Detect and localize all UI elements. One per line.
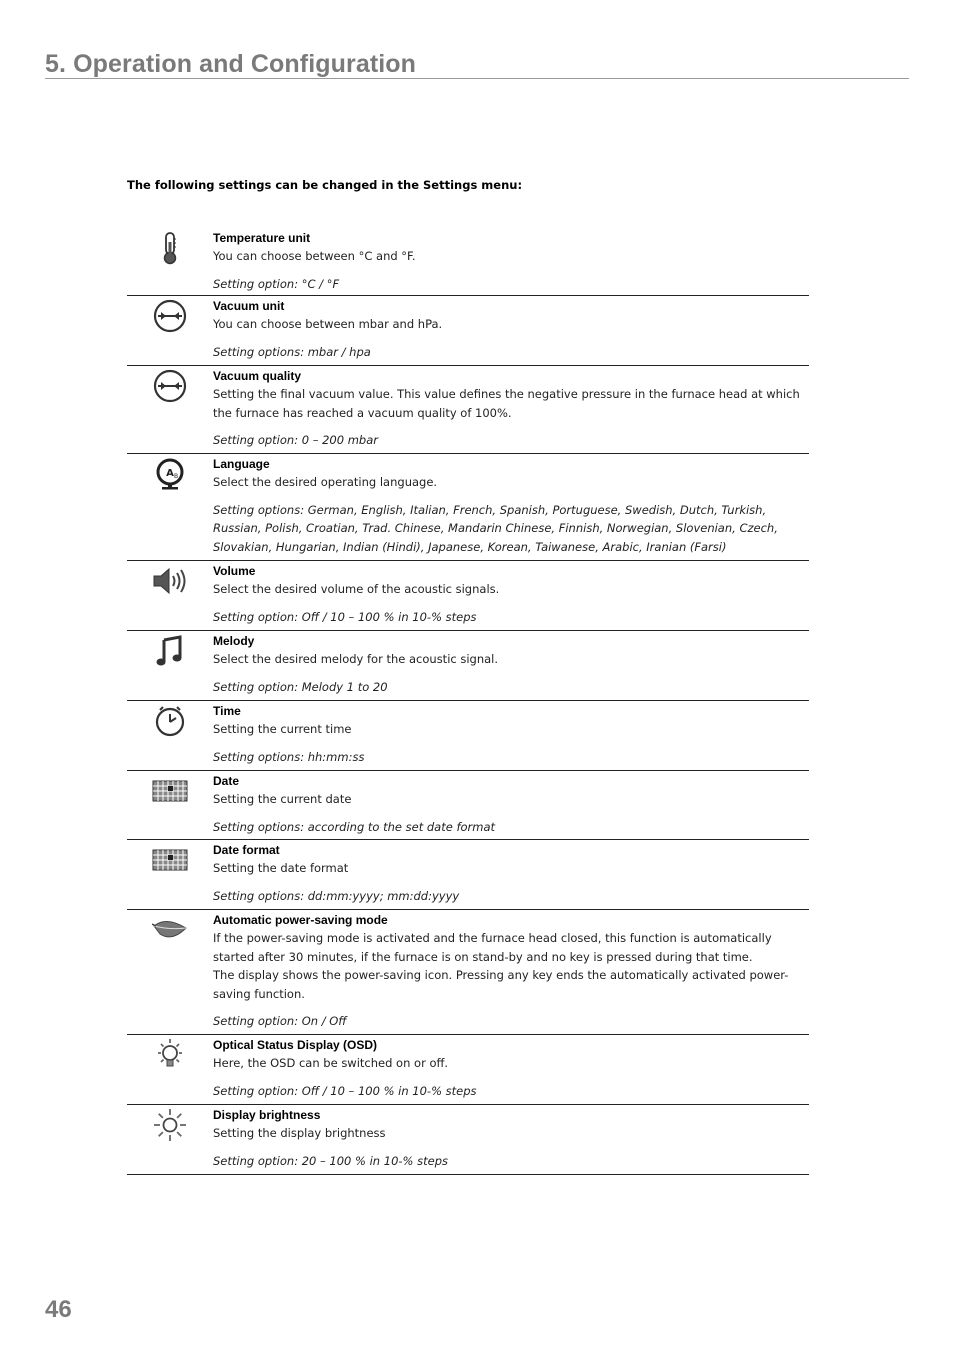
setting-option: Setting option: 0 – 200 mbar [213,433,378,447]
header-divider [45,78,909,79]
settings-table [127,228,809,1175]
setting-description: Here, the OSD can be switched on or off. [213,1056,449,1070]
calendar-icon [127,840,213,909]
setting-description: Setting the current time [213,722,352,736]
setting-option: Setting options: German, English, Italian, French, Spanish, Portuguese, Swedish, Dutch, Turkish, Russian, Polish, Croatian, Trad. Chinese, Mandarin Chinese, Finnish, Norwegian, Slovenian, Czech, Slovakian, Hungarian, Indian (Hindi), Japanese, Korean, Taiwanese, Arabic, Iranian (Farsi) [213,502,778,554]
setting-option: Setting option: Melody 1 to 20 [213,679,388,694]
setting-title: Language [213,457,270,471]
speaker-icon [127,561,213,630]
settings-row [127,296,809,366]
setting-option: Setting option: 20 – 100 % in 10-% steps [213,1153,448,1168]
setting-title: Melody [213,634,255,648]
settings-row [127,454,809,561]
settings-row [127,228,809,296]
settings-row [127,631,809,701]
setting-title: Date format [213,843,280,857]
setting-description: Select the desired volume of the acoustic signals. [213,582,500,596]
setting-description: Select the desired operating language. [213,475,438,489]
settings-row [127,561,809,631]
setting-description: You can choose between °C and °F. [213,249,416,263]
setting-option: Setting options: mbar / hpa [213,344,371,359]
setting-option: Setting option: Off / 10 – 100 % in 10-% steps [213,1083,477,1098]
setting-description: Setting the current date [213,792,352,806]
setting-title: Time [213,704,241,718]
settings-row [127,840,809,910]
light-bulb-icon [127,1035,213,1104]
setting-description: Setting the date format [213,861,349,875]
setting-description: Setting the final vacuum value. This value defines the negative pressure in the furnace head at which the furnace has reached a vacuum quality of 100%. [213,387,800,420]
setting-option: Setting options: according to the set date format [213,819,496,834]
setting-title: Vacuum unit [213,299,285,313]
setting-description: If the power-saving mode is activated and the furnace head closed, this function is automatically started after 30 minutes, if the furnace is on stand-by and no key is pressed during that time. [213,931,772,964]
settings-row [127,771,809,840]
setting-description: Setting the display brightness [213,1126,386,1140]
setting-option: Setting option: On / Off [213,1014,347,1028]
calendar-icon [127,771,213,839]
setting-title: Temperature unit [213,231,311,245]
settings-row [127,1105,809,1175]
setting-description: You can choose between mbar and hPa. [213,317,443,331]
leaf-icon [127,910,213,1034]
intro-text: The following settings can be changed in the Settings menu: [127,178,523,192]
setting-option: Setting option: Off / 10 – 100 % in 10-% steps [213,609,477,624]
page-title: 5. Operation and Configuration [45,50,417,78]
setting-title: Date [213,774,240,788]
language-icon [127,454,213,560]
setting-option: Setting options: dd:mm:yyyy; mm:dd:yyyy [213,888,460,903]
settings-row [127,910,809,1035]
settings-row [127,1035,809,1105]
setting-title: Vacuum quality [213,369,302,383]
setting-title: Optical Status Display (OSD) [213,1038,378,1052]
settings-row [127,366,809,454]
setting-option: Setting option: °C / °F [213,276,340,291]
setting-option: Setting options: hh:mm:ss [213,749,365,764]
settings-row [127,701,809,771]
vacuum-icon [127,296,213,365]
brightness-icon [127,1105,213,1174]
setting-title: Display brightness [213,1108,321,1122]
page-number: 46 [45,1296,72,1323]
clock-icon [127,701,213,770]
setting-description: Select the desired melody for the acoustic signal. [213,652,499,666]
svg-text:B: B [173,473,179,480]
vacuum-icon [127,366,213,453]
setting-title: Automatic power-saving mode [213,913,388,927]
setting-description: The display shows the power-saving icon. Pressing any key ends the automatically activated power-saving function. [213,968,789,1001]
svg-text:A: A [166,468,174,479]
music-note-icon [127,631,213,700]
setting-title: Volume [213,564,256,578]
thermometer-icon [127,228,213,295]
